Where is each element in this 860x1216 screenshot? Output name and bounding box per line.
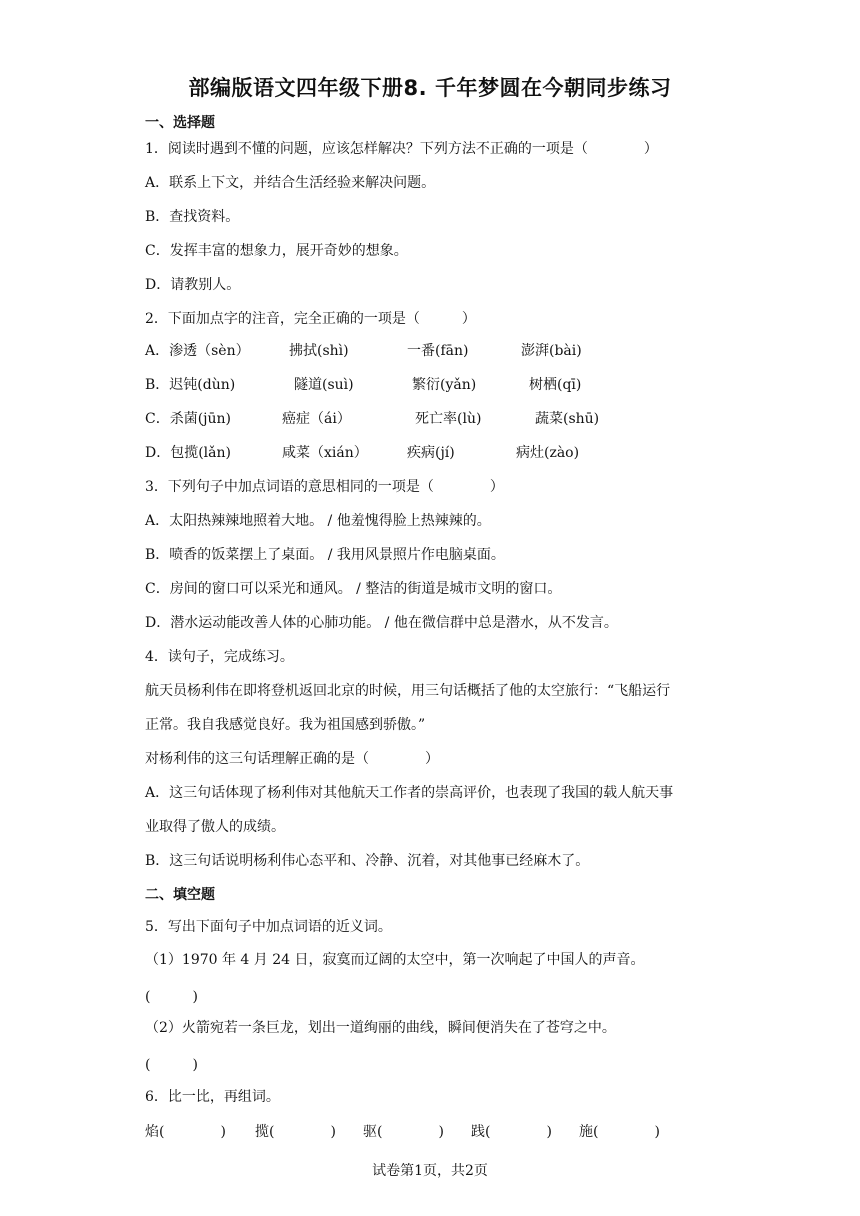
q5-item1: （1）1970 年 4 月 24 日，寂寞而辽阔的太空中，第一次响起了中国人的声音。 [145, 952, 645, 968]
q6-word-blank: 施( ) [579, 1124, 660, 1140]
q5-stem: 5．写出下面句子中加点词语的近义词。 [145, 919, 392, 935]
q4-passage-line1: 航天员杨利伟在即将登机返回北京的时候，用三句话概括了他的太空旅行：“飞船运行 [145, 683, 671, 699]
q2-a-item: 拂拭(shì) [289, 343, 349, 359]
q2-b-item: B．迟钝(dùn) [145, 377, 236, 393]
q2-c-item: 死亡率(lù) [415, 411, 482, 427]
section-heading-choice: 一、选择题 [145, 115, 215, 131]
q2-a-item: A．渗透（sèn） [145, 343, 250, 359]
q6-word-blank: 揽( ) [255, 1124, 336, 1140]
q1-option-c: C．发挥丰富的想象力，展开奇妙的想象。 [145, 243, 408, 259]
q2-b-item: 树栖(qī) [529, 377, 582, 393]
page-footer: 试卷第1页，共2页 [372, 1163, 488, 1179]
q2-d-item: D．包揽(lǎn) [145, 445, 231, 461]
q4-stem: 4．读句子，完成练习。 [145, 649, 294, 665]
q2-a-item: 澎湃(bài) [521, 343, 582, 359]
q3-option-b: B．喷香的饭菜摆上了桌面。 / 我用风景照片作电脑桌面。 [145, 547, 505, 563]
q5-item1-blank: ( ) [145, 989, 198, 1005]
q2-c-item: 癌症（ái） [282, 411, 351, 427]
q1-option-a: A．联系上下文，并结合生活经验来解决问题。 [145, 175, 436, 191]
q6-word-blank: 焰( ) [145, 1124, 226, 1140]
q4-option-b: B．这三句话说明杨利伟心态平和、冷静、沉着，对其他事已经麻木了。 [145, 853, 590, 869]
q2-d-item: 咸菜（xián） [282, 445, 368, 461]
q2-b-item: 繁衍(yǎn) [412, 377, 477, 393]
section-heading-fill: 二、填空题 [145, 887, 215, 903]
q6-word-blank: 驱( ) [363, 1124, 444, 1140]
q1-stem: 1．阅读时遇到不懂的问题，应该怎样解决？下列方法不正确的一项是（ ） [145, 141, 658, 157]
q6-word-blank: 践( ) [471, 1124, 552, 1140]
q5-item2-blank: ( ) [145, 1057, 198, 1073]
page-title: 部编版语文四年级下册8. 千年梦圆在今朝同步练习 [188, 76, 672, 100]
q2-d-item: 疾病(jí) [407, 445, 455, 461]
q3-option-a: A．太阳热辣辣地照着大地。 / 他羞愧得脸上热辣辣的。 [145, 513, 491, 529]
q2-d-item: 病灶(zào) [516, 445, 580, 461]
q4-option-a-line2: 业取得了傲人的成绩。 [145, 819, 285, 835]
q4-question: 对杨利伟的这三句话理解正确的是（ ） [145, 751, 439, 767]
q3-stem: 3．下列句子中加点词语的意思相同的一项是（ ） [145, 479, 504, 495]
q3-option-c: C．房间的窗口可以采光和通风。 / 整洁的街道是城市文明的窗口。 [145, 581, 562, 597]
q2-c-item: C．杀菌(jūn) [145, 411, 232, 427]
q6-stem: 6．比一比，再组词。 [145, 1089, 280, 1105]
q4-option-a-line1: A．这三句话体现了杨利伟对其他航天工作者的崇高评价，也表现了我国的载人航天事 [145, 785, 674, 801]
q2-stem: 2．下面加点字的注音，完全正确的一项是（ ） [145, 311, 476, 327]
q2-a-item: 一番(fān) [407, 343, 469, 359]
q4-passage-line2: 正常。我自我感觉良好。我为祖国感到骄傲。” [145, 717, 426, 733]
q2-b-item: 隧道(suì) [294, 377, 354, 393]
q1-option-b: B．查找资料。 [145, 209, 240, 225]
q5-item2: （2）火箭宛若一条巨龙，划出一道绚丽的曲线，瞬间便消失在了苍穹之中。 [145, 1020, 616, 1036]
q1-option-d: D．请教别人。 [145, 277, 241, 293]
q2-c-item: 蔬菜(shū) [535, 411, 600, 427]
q3-option-d: D．潜水运动能改善人体的心肺功能。 / 他在微信群中总是潜水，从不发言。 [145, 615, 618, 631]
